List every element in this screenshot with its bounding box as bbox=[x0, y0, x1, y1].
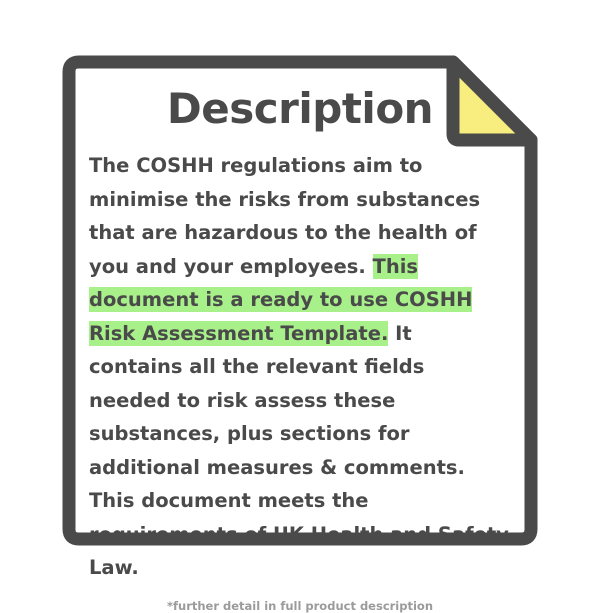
description-highlighted-text: This document is a ready to use COSHH Risk Assessment Template. bbox=[89, 254, 473, 345]
page-title: Description bbox=[166, 84, 434, 133]
description-text-part-1: The COSHH regulations aim to minimise the risks from substances that are hazardous to the health of you and your employees. bbox=[89, 154, 481, 278]
note-content bbox=[55, 48, 545, 613]
description-paragraph bbox=[89, 149, 511, 585]
description-text-part-2: It contains all the relevant fields needed to risk assess these substances, plus sections for additional measures & comments. This document meets the requirements of UK Health and Safety Law. bbox=[89, 321, 509, 580]
description-note-card bbox=[55, 48, 545, 613]
footnote-text: *further detail in full product description bbox=[166, 598, 434, 613]
